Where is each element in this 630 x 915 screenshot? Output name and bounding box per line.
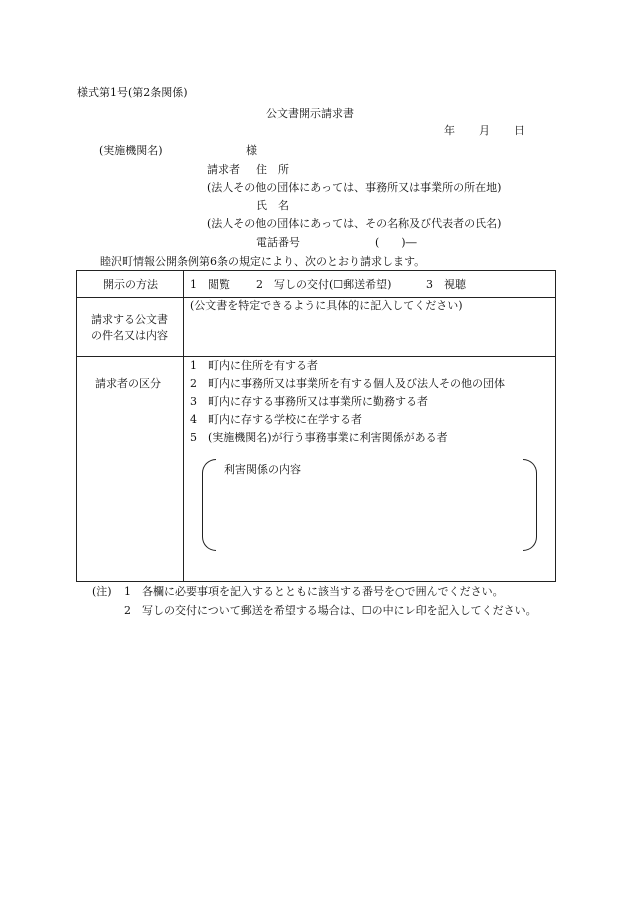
note-2: 2 写しの交付について郵送を希望する場合は、☐の中にレ印を記入してください。 xyxy=(124,604,537,617)
date-day-label: 日 xyxy=(514,124,525,137)
name-label: 氏 名 xyxy=(256,199,289,212)
document-subject-label xyxy=(76,312,183,344)
date-year-label: 年 xyxy=(444,124,455,137)
category-option-1[interactable]: 1 町内に住所を有する者 xyxy=(190,359,318,372)
phone-label: 電話番号 xyxy=(256,236,300,249)
name-note: (法人その他の団体にあっては、その名称及び代表者の氏名) xyxy=(207,217,502,230)
address-label: 住 所 xyxy=(256,163,289,176)
table-row-divider-2 xyxy=(77,356,555,357)
category-option-5[interactable]: 5 (実施機関名)が行う事務事業に利害関係がある者 xyxy=(190,431,448,444)
interest-bracket-right xyxy=(523,459,537,551)
disclosure-method-label: 開示の方法 xyxy=(103,278,158,291)
method-option-view[interactable]: 1 閲覧 xyxy=(190,278,230,291)
form-title: 公文書開示請求書 xyxy=(266,107,354,120)
interest-bracket-left xyxy=(202,459,216,551)
intro-sentence: 睦沢町情報公開条例第6条の規定により、次のとおり請求します。 xyxy=(100,255,426,268)
method-option-audiovisual[interactable]: 3 視聴 xyxy=(426,278,466,291)
interest-details-label: 利害関係の内容 xyxy=(224,463,301,476)
method-option-copy[interactable]: 2 写しの交付(☐郵送希望) xyxy=(256,278,392,291)
phone-format: ( )― xyxy=(375,236,417,249)
notes-prefix: (注) xyxy=(92,585,112,598)
honorific: 様 xyxy=(246,144,257,157)
requester-label: 請求者 xyxy=(207,163,240,176)
document-subject-label-line2: の件名又は内容 xyxy=(91,328,168,342)
form-number: 様式第1号(第2条関係) xyxy=(77,86,188,99)
category-option-2[interactable]: 2 町内に事務所又は事業所を有する個人及び法人その他の団体 xyxy=(190,377,505,390)
table-column-divider xyxy=(183,271,184,581)
date-month-label: 月 xyxy=(479,124,490,137)
category-option-3[interactable]: 3 町内に存する事務所又は事業所に勤務する者 xyxy=(190,395,428,408)
document-subject-note: (公文書を特定できるように具体的に記入してください) xyxy=(190,299,463,312)
category-option-4[interactable]: 4 町内に存する学校に在学する者 xyxy=(190,413,362,426)
address-note: (法人その他の団体にあっては、事務所又は事業所の所在地) xyxy=(207,181,502,194)
agency-name-placeholder: (実施機関名) xyxy=(99,144,163,157)
table-row-divider-1 xyxy=(77,297,555,298)
note-1: 1 各欄に必要事項を記入するとともに該当する番号を○で囲んでください。 xyxy=(124,585,504,598)
requester-category-label: 請求者の区分 xyxy=(95,377,161,390)
document-subject-label-line1: 請求する公文書 xyxy=(91,313,168,326)
